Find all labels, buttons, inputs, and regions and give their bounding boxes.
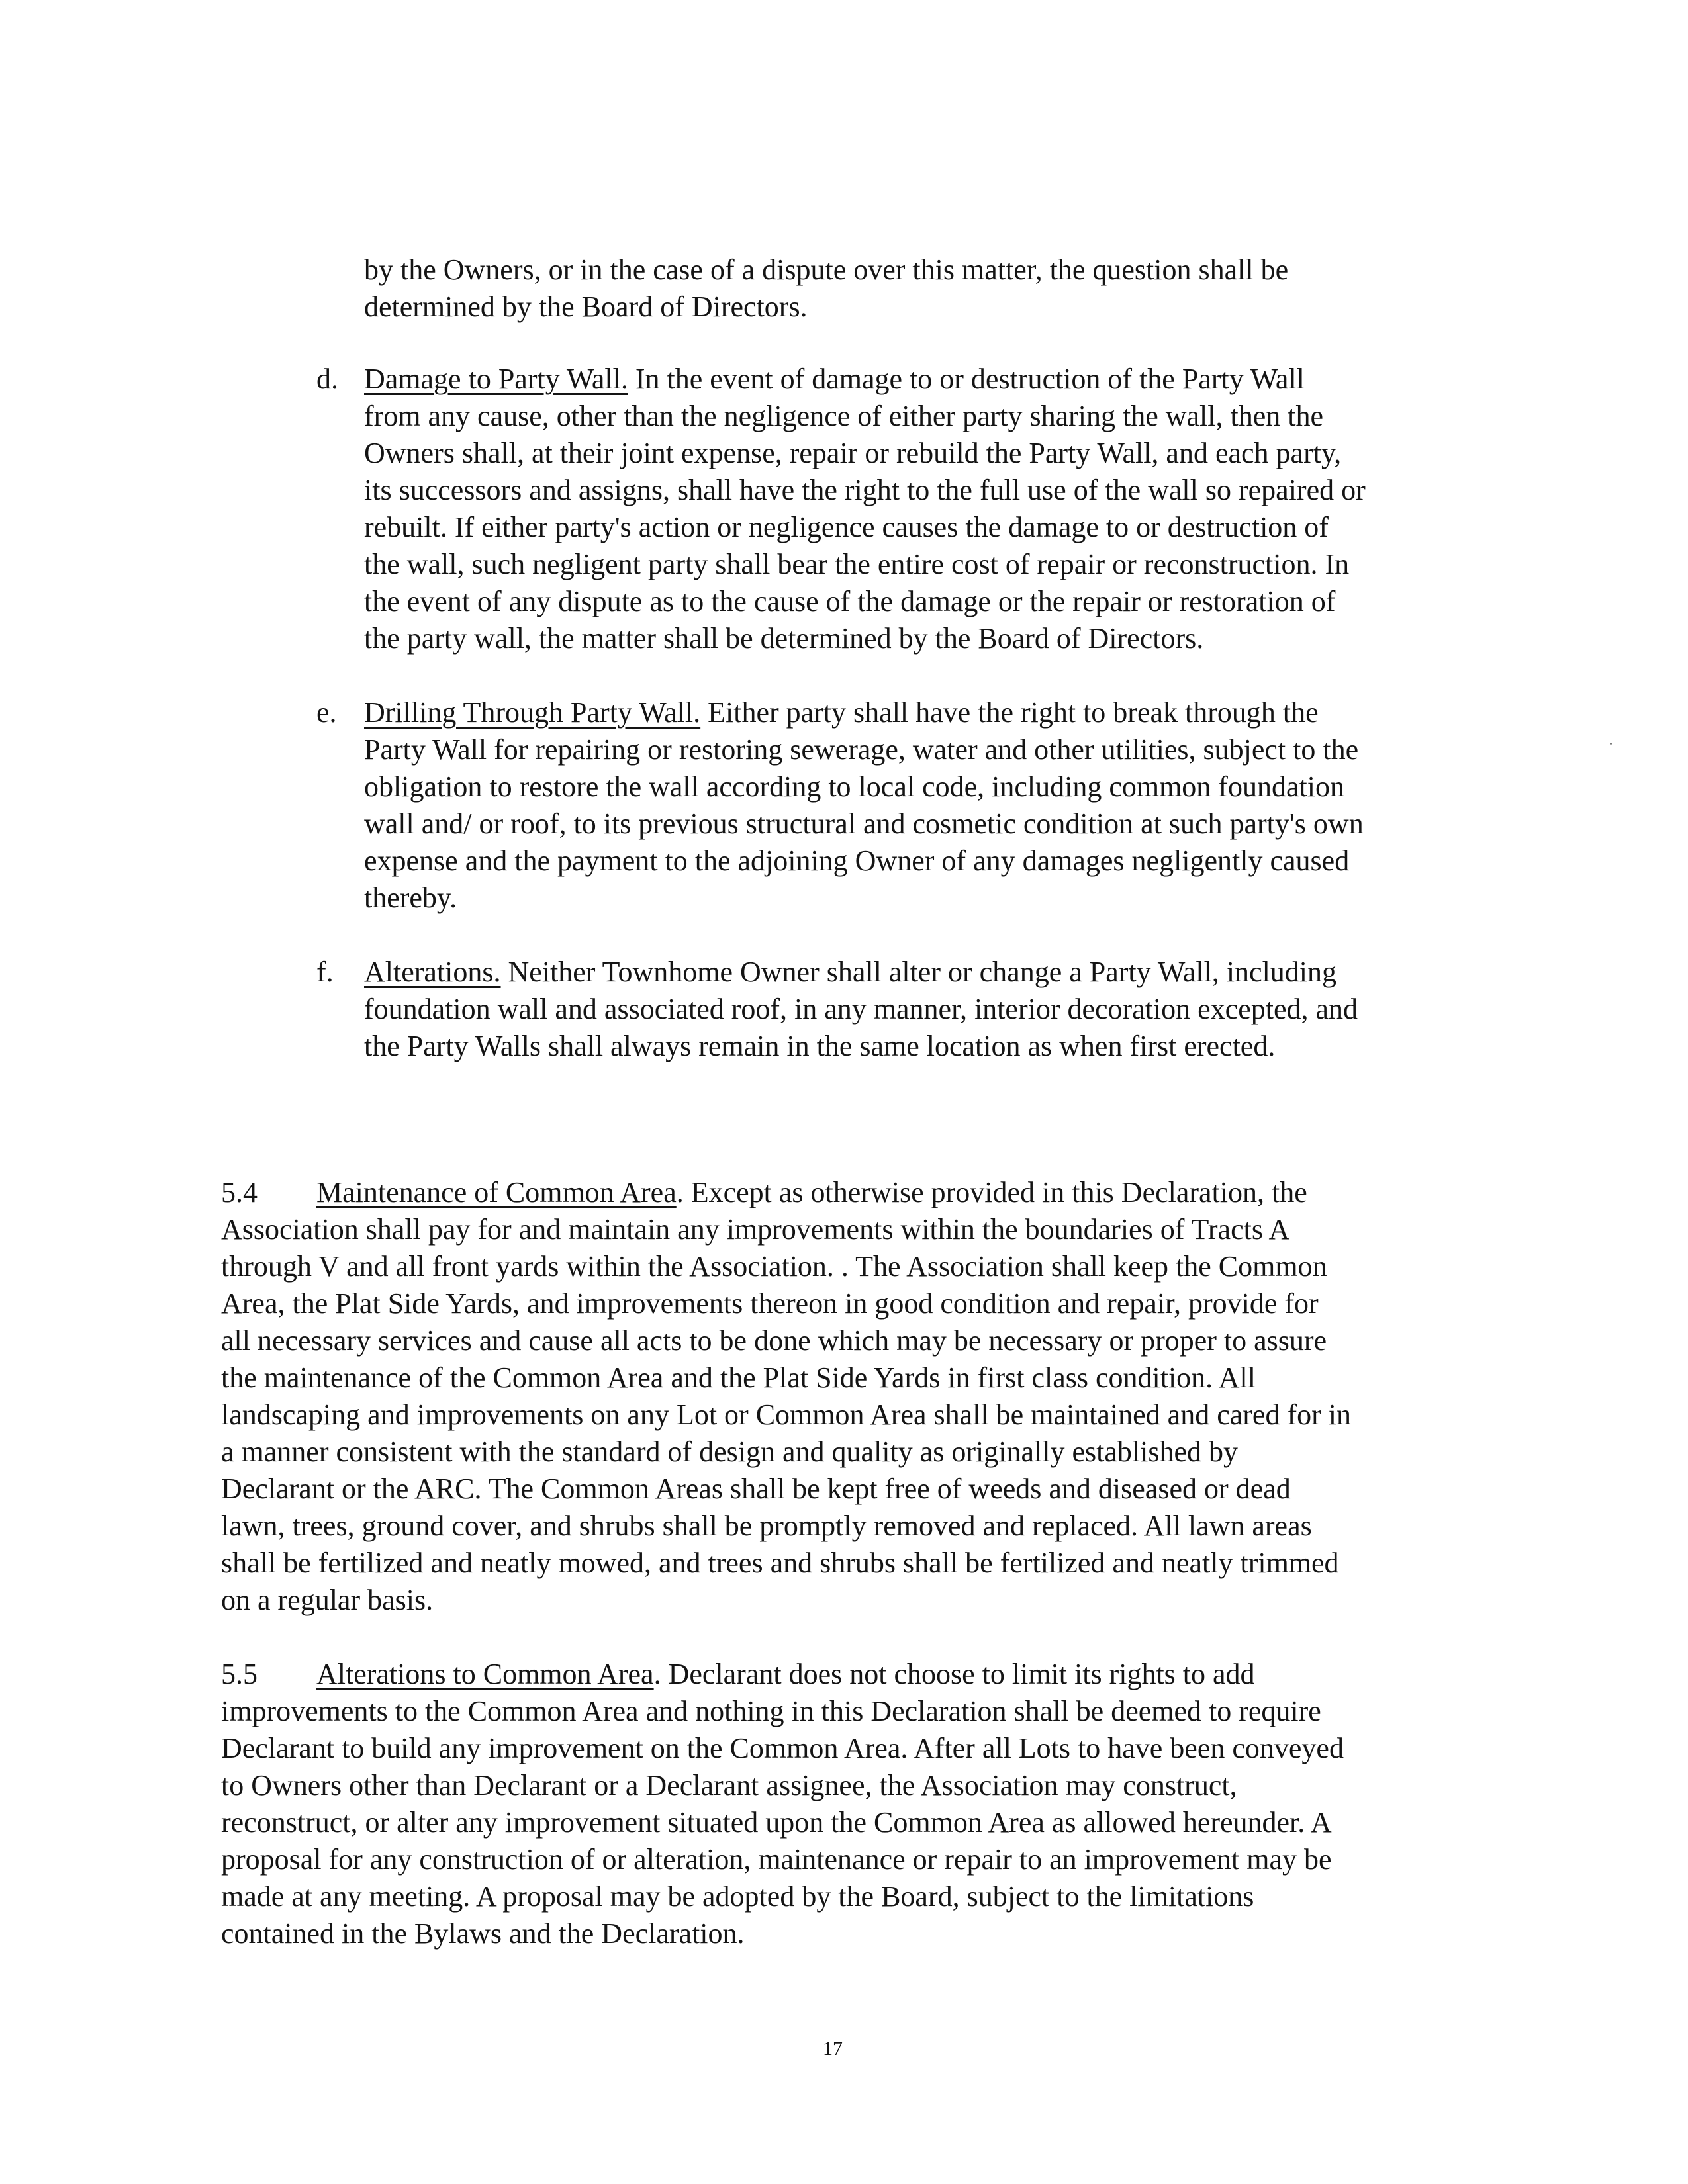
item-e-line-6: thereby.: [364, 882, 457, 914]
item-d-line-8: the party wall, the matter shall be determined by the Board of Directors.: [364, 622, 1204, 655]
section-5-4-heading: Maintenance of Common Area: [316, 1176, 677, 1208]
item-d-line-6: the wall, such negligent party shall bear the entire cost of repair or reconstruction. In: [364, 548, 1350, 580]
item-f-first-line-rest: Neither Townhome Owner shall alter or change a Party Wall, including: [500, 956, 1337, 988]
section-5-4-line-7: landscaping and improvements on any Lot or Common Area shall be maintained and cared for in: [221, 1398, 1351, 1431]
section-5-5-heading: Alterations to Common Area: [316, 1658, 654, 1690]
section-5-5-first-line: [316, 1656, 1255, 1693]
item-e-line-4: wall and/ or roof, to its previous structural and cosmetic condition at such party's own: [364, 807, 1364, 840]
section-5-5-line-4: to Owners other than Declarant or a Declarant assignee, the Association may construct,: [221, 1769, 1237, 1801]
section-5-4-number: 5.4: [221, 1176, 258, 1208]
item-f-line-2: foundation wall and associated roof, in any manner, interior decoration excepted, and: [364, 993, 1358, 1025]
item-e-heading: Drilling Through Party Wall.: [364, 696, 701, 729]
section-5-5-first-line-rest: . Declarant does not choose to limit its rights to add: [653, 1658, 1255, 1690]
item-e-label: e.: [316, 696, 337, 729]
section-5-4-line-3: through V and all front yards within the Association. . The Association shall keep the Common: [221, 1250, 1327, 1283]
section-5-4-line-9: Declarant or the ARC. The Common Areas shall be kept free of weeds and diseased or dead: [221, 1473, 1291, 1505]
item-e-line-2: Party Wall for repairing or restoring sewerage, water and other utilities, subject to the: [364, 733, 1359, 766]
section-5-5-line-2: improvements to the Common Area and nothing in this Declaration shall be deemed to require: [221, 1695, 1321, 1727]
item-f-heading: Alterations.: [364, 956, 501, 988]
section-5-5-line-7: made at any meeting. A proposal may be adopted by the Board, subject to the limitations: [221, 1880, 1254, 1913]
section-5-4-line-2: Association shall pay for and maintain any improvements within the boundaries of Tracts A: [221, 1213, 1290, 1246]
item-f-label: f.: [316, 956, 334, 988]
section-5-4-line-12: on a regular basis.: [221, 1584, 434, 1616]
item-d-line-2: from any cause, other than the negligence of either party sharing the wall, then the: [364, 400, 1324, 432]
section-5-4-line-6: the maintenance of the Common Area and the Plat Side Yards in first class condition. All: [221, 1361, 1256, 1394]
item-d-line-7: the event of any dispute as to the cause of the damage or the repair or restoration of: [364, 585, 1336, 617]
item-e-line-5: expense and the payment to the adjoining Owner of any damages negligently caused: [364, 844, 1350, 877]
item-f-first-line: [364, 954, 1336, 991]
item-f-line-3: the Party Walls shall always remain in the same location as when first erected.: [364, 1030, 1276, 1062]
section-5-4-line-4: Area, the Plat Side Yards, and improvements thereon in good condition and repair, provide for: [221, 1287, 1319, 1320]
scan-speck: [1610, 743, 1612, 745]
item-e-first-line-rest: Either party shall have the right to break through the: [700, 696, 1319, 729]
section-5-4-line-8: a manner consistent with the standard of design and quality as originally established by: [221, 1435, 1238, 1468]
section-5-4-line-11: shall be fertilized and neatly mowed, and trees and shrubs shall be fertilized and neatly trimmed: [221, 1547, 1339, 1579]
item-d-line-5: rebuilt. If either party's action or negligence causes the damage to or destruction of: [364, 511, 1329, 543]
continuation-line-1: by the Owners, or in the case of a dispute over this matter, the question shall be: [364, 253, 1289, 286]
section-5-4-first-line: [316, 1174, 1307, 1211]
item-d-first-line: [364, 361, 1305, 398]
page-number: 17: [823, 2038, 843, 2060]
item-d-label: d.: [316, 363, 338, 395]
section-5-5-number: 5.5: [221, 1658, 258, 1690]
section-5-5-line-5: reconstruct, or alter any improvement situated upon the Common Area as allowed hereunder. A: [221, 1806, 1332, 1839]
item-d-line-4: its successors and assigns, shall have the right to the full use of the wall so repaired or: [364, 474, 1366, 506]
continuation-line-2: determined by the Board of Directors.: [364, 291, 808, 323]
section-5-4-first-line-rest: . Except as otherwise provided in this Declaration, the: [676, 1176, 1307, 1208]
section-5-4-line-10: lawn, trees, ground cover, and shrubs shall be promptly removed and replaced. All lawn areas: [221, 1510, 1312, 1542]
item-e-line-3: obligation to restore the wall according to local code, including common foundation: [364, 770, 1344, 803]
section-5-5-line-6: proposal for any construction of or alteration, maintenance or repair to an improvement may be: [221, 1843, 1332, 1876]
item-d-heading: Damage to Party Wall.: [364, 363, 628, 395]
section-5-5-line-3: Declarant to build any improvement on the Common Area. After all Lots to have been conveyed: [221, 1732, 1344, 1764]
item-d-first-line-rest: In the event of damage to or destruction of the Party Wall: [628, 363, 1305, 395]
section-5-4-line-5: all necessary services and cause all acts to be done which may be necessary or proper to assure: [221, 1324, 1327, 1357]
section-5-5-line-8: contained in the Bylaws and the Declaration.: [221, 1917, 745, 1950]
item-d-line-3: Owners shall, at their joint expense, repair or rebuild the Party Wall, and each party,: [364, 437, 1342, 469]
item-e-first-line: [364, 694, 1319, 731]
